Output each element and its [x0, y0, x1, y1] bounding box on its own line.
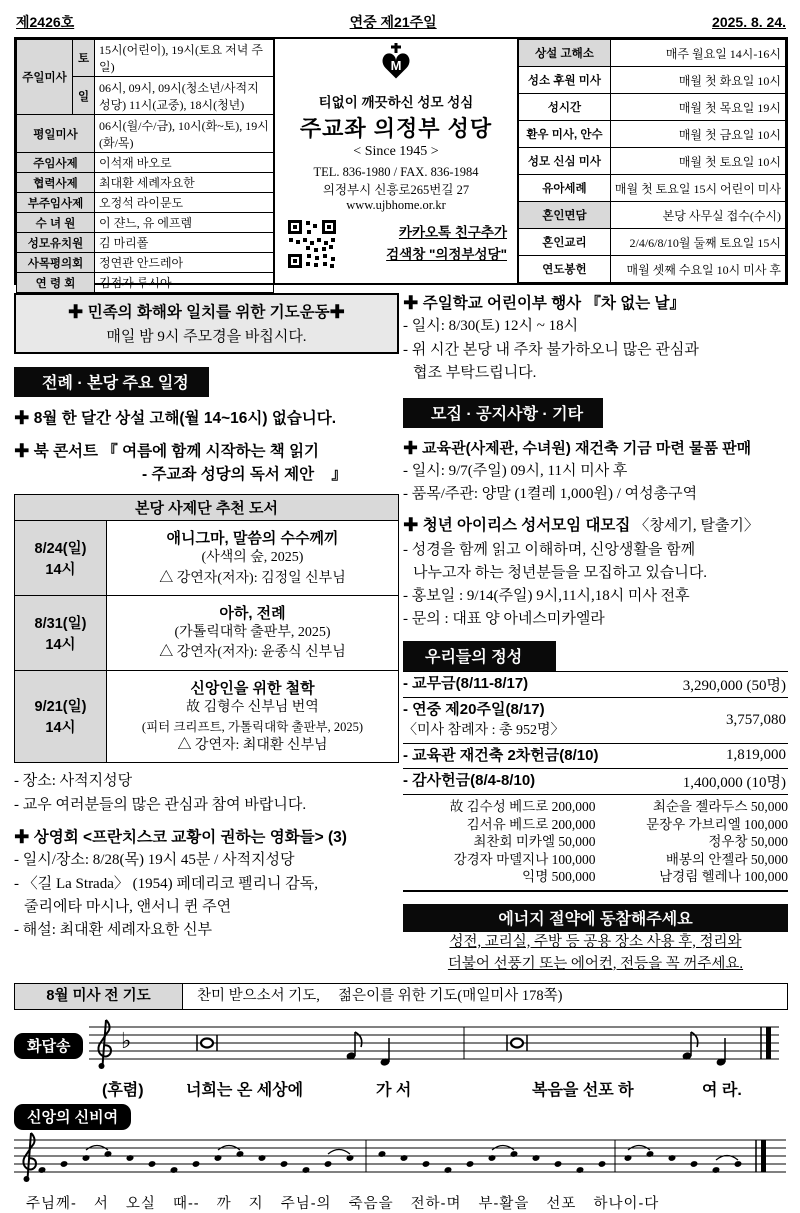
mass-row-label: 연 령 회 — [17, 273, 95, 293]
mass-row-label: 사목평의회 — [17, 253, 95, 273]
premass-prayer-strip — [14, 983, 788, 1010]
sched-label: 환우 미사, 안수 — [519, 121, 611, 148]
national-prayer-box — [14, 293, 399, 354]
mass-row-value: 김 마리폴 — [95, 233, 274, 253]
kids-event-note1: - 위 시간 본당 내 주차 불가하오니 많은 관심과 — [403, 341, 699, 358]
book-speaker: △ 강연자(저자): 윤종식 신부님 — [159, 645, 346, 661]
offering-label: - 교무금(8/11-8/17) — [403, 675, 529, 693]
top-info-box — [14, 37, 788, 290]
donor-line: 최순을 젤라두스 50,000 — [652, 799, 788, 815]
offering-amount: 3,290,000 (50명) — [682, 677, 786, 694]
sched-label: 성시간 — [519, 94, 611, 121]
prayer-box-title: ✚ 민족의 화해와 일치를 위한 기도운동✚ — [67, 304, 346, 321]
mass-day-sat: 토 — [73, 40, 95, 77]
weekly-schedule-table — [518, 39, 786, 283]
book-title: 신앙인을 위한 철학 — [190, 679, 315, 697]
church-tel: TEL. 836-1980 / FAX. 836-1984 — [313, 165, 479, 179]
sacred-heart-icon — [370, 43, 422, 89]
offering-label: - 감사헌금(8/4-8/10) — [403, 772, 536, 790]
church-identity — [274, 39, 518, 283]
mystery-staff-notation — [14, 1130, 786, 1186]
donor-list — [403, 795, 788, 892]
donor-line: 故 김수성 베드로 200,000 — [449, 799, 596, 815]
offerings-list — [403, 671, 788, 892]
book-title: 애니그마, 말씀의 수수께끼 — [166, 530, 339, 548]
sched-label: 성모 신심 미사 — [519, 148, 611, 175]
mass-row-value: 정연관 안드레아 — [95, 253, 274, 273]
mass-row-value: 06시(월/수/금), 10시(화~토), 19시(화/목) — [95, 115, 274, 153]
svg-text:♭: ♭ — [121, 1029, 132, 1055]
sched-label: 유아세례 — [519, 175, 611, 202]
section-offerings-title: 우리들의 정성 — [403, 641, 556, 671]
screening-commentary: - 해설: 최대환 세례자요한 신부 — [14, 922, 213, 939]
iris-title-sub: 〈창세기, 탈출기〉 — [634, 518, 759, 535]
mass-row-label: 성모유치원 — [17, 233, 95, 253]
screening-cast: 줄리에타 마시나, 앤서니 퀸 주연 — [24, 898, 232, 915]
mass-row-label: 협력사제 — [17, 173, 95, 193]
book-publisher: (사색의 숲, 2025) — [201, 550, 304, 566]
donor-line: 정우창 50,000 — [708, 834, 788, 850]
mass-day-sun: 일 — [73, 77, 95, 115]
sched-label: 상설 고해소 — [519, 40, 611, 67]
lyric-segment: (후렴) — [102, 1082, 144, 1100]
offering-row — [403, 769, 788, 795]
church-since: < Since 1945 > — [353, 144, 439, 159]
offering-amount: 3,757,080 — [726, 711, 786, 728]
responsorial-label: 화답송 — [14, 1033, 83, 1059]
book-publisher: (피터 크리프트, 가톨릭대학 출판부, 2025) — [141, 719, 364, 734]
sched-value: 매월 셋째 수요일 10시 미사 후 — [610, 256, 785, 283]
book-concert-title-line1: ✚ 북 콘서트 『 여름에 함께 시작하는 책 읽기 — [14, 443, 320, 461]
offering-row — [403, 698, 788, 744]
sched-value: 본당 사무실 접수(수시) — [610, 202, 785, 229]
mystery-of-faith — [14, 1104, 788, 1213]
offering-row — [403, 744, 788, 769]
offering-sub: 〈미사 참례자 : 총 952명〉 — [403, 722, 565, 738]
donor-line: 배봉의 안젤라 50,000 — [665, 851, 788, 867]
page-title: 연중 제21주일 — [349, 14, 437, 30]
book-date: 8/24(일) 14시 — [15, 521, 107, 596]
sched-label: 연도봉헌 — [519, 256, 611, 283]
mass-row-value: 최대환 세례자요한 — [95, 173, 274, 193]
right-column — [403, 293, 788, 975]
book-note-place: - 장소: 사적지성당 — [14, 773, 133, 790]
no-confession-notice: ✚ 8월 한 달간 상설 고해(월 14~16시) 없습니다. — [14, 410, 337, 427]
kids-event-when: - 일시: 8/30(토) 12시 ~ 18시 — [403, 318, 579, 335]
sched-value: 매월 첫 금요일 10시 — [610, 121, 785, 148]
mystery-lyrics: 주님께- 서 오실 때-- 까 지 주님-의 죽음을 전하-며 부-활을 선포 하나이-다 — [26, 1196, 660, 1213]
qr-code — [287, 219, 337, 269]
book-date: 9/21(일) 14시 — [15, 670, 107, 763]
sched-value: 매월 첫 목요일 19시 — [610, 94, 785, 121]
recommended-books-table — [14, 494, 399, 763]
mass-row-label: 주임사제 — [17, 153, 95, 173]
mass-row-value: 이 쟌느, 유 에프렘 — [95, 213, 274, 233]
offering-label: - 연중 제20주일(8/17) — [403, 700, 545, 718]
iris-line1: - 성경을 함께 읽고 이해하며, 신앙생활을 함께 — [403, 541, 696, 558]
book-row — [15, 596, 399, 671]
sched-label: 성소 후원 미사 — [519, 67, 611, 94]
offering-label: - 교육관 재건축 2차헌금(8/10) — [403, 746, 599, 764]
iris-title: ✚ 청년 아이리스 성서모임 대모집 — [403, 517, 631, 535]
offering-amount: 1,400,000 (10명) — [682, 775, 786, 792]
donor-column-left — [403, 798, 596, 886]
donor-line: 남경림 헬레나 100,000 — [659, 869, 788, 885]
book-translator: 故 김형수 신부님 번역 — [186, 699, 319, 715]
church-website: www.ujbhome.or.kr — [346, 198, 446, 212]
fund-sale-title: ✚ 교육관(사제관, 수녀원) 재건축 기금 마련 물품 판매 — [403, 440, 752, 458]
fund-sale-items: - 품목/주관: 양말 (1켤레 1,000원) / 여성총구역 — [403, 486, 698, 503]
donor-line: 익명 500,000 — [522, 869, 596, 885]
section-liturgy-title: 전례 · 본당 주요 일정 — [14, 367, 209, 397]
svg-text:M: M — [390, 58, 402, 73]
premass-label: 8월 미사 전 기도 — [15, 984, 183, 1009]
book-row — [15, 521, 399, 596]
mystery-label: 신앙의 신비여 — [14, 1104, 131, 1130]
lyric-segment: 가 서 — [376, 1082, 412, 1100]
kids-event-title: ✚ 주일학교 어린이부 행사 『차 없는 날』 — [403, 295, 685, 312]
lyric-segment: 너희는 온 세상에 — [186, 1082, 304, 1100]
mass-row-value: 오정석 라이문도 — [95, 193, 274, 213]
screening-film: - 〈길 La Strada〉 (1954) 페데리코 펠리니 감독, — [14, 875, 319, 892]
book-publisher: (가톨릭대학 출판부, 2025) — [174, 625, 331, 640]
premass-text: 찬미 받으소서 기도, 젊은이를 위한 기도(매일미사 178쪽) — [197, 988, 563, 1005]
donor-line: 문장우 가브리엘 100,000 — [646, 816, 788, 832]
screening-title: ✚ 상영회 <프란치스코 교황이 권하는 영화들> (3) — [14, 828, 347, 846]
donor-line: 김서유 베드로 200,000 — [466, 816, 596, 832]
donor-line: 강경자 마델지나 100,000 — [453, 851, 596, 867]
sched-value: 매월 첫 토요일 15시 어린이 미사 — [610, 175, 785, 202]
book-row — [15, 670, 399, 763]
sched-label: 혼인교리 — [519, 229, 611, 256]
book-title: 아하, 전례 — [219, 605, 286, 622]
book-speaker: △ 강연자(저자): 김정일 신부님 — [159, 570, 346, 586]
iris-title-row — [403, 515, 788, 538]
mass-row-value: 김점자 루시아 — [95, 273, 274, 293]
kids-event-note2: 협조 부탁드립니다. — [413, 364, 537, 381]
mass-time-sun: 06시, 09시, 09시(청소년/사적지성당) 11시(교중), 18시(청년) — [95, 77, 274, 115]
sched-value: 매주 월요일 14시-16시 — [610, 40, 785, 67]
donor-line: 최찬회 미카엘 50,000 — [473, 834, 596, 850]
lyric-segment: 복음을 선포 하 — [532, 1082, 634, 1100]
church-address: 의정부시 신흥로265번길 27 — [322, 183, 470, 197]
lyric-segment: 여 라. — [702, 1082, 742, 1100]
sacred-heart-logo — [275, 43, 517, 89]
prayer-box-body: 매일 밤 9시 주모경을 바칩시다. — [106, 329, 307, 345]
mass-schedule-table — [16, 39, 274, 290]
mass-row-label: 평일미사 — [17, 115, 95, 153]
book-note-invite: - 교우 여러분들의 많은 관심과 참여 바랍니다. — [14, 796, 307, 813]
mass-row-label: 수 녀 원 — [17, 213, 95, 233]
iris-line3: - 홍보일 : 9/14(주일) 9시,11시,18시 미사 전후 — [403, 588, 690, 605]
offering-amount: 1,819,000 — [726, 747, 786, 764]
mass-row-label: 부주임사제 — [17, 193, 95, 213]
left-column — [14, 293, 399, 975]
kakao-line1: 카카오톡 친구추가 — [398, 225, 507, 241]
energy-line1: 성전, 교리실, 주방 등 공용 장소 사용 후, 정리와 — [449, 933, 742, 950]
issue-date: 2025. 8. 24. — [712, 14, 786, 30]
book-speaker: △ 강연자: 최대환 신부님 — [177, 738, 328, 754]
book-date: 8/31(일) 14시 — [15, 596, 107, 671]
sched-value: 매월 첫 토요일 10시 — [610, 148, 785, 175]
responsorial-staff-notation — [89, 1017, 779, 1075]
offering-row — [403, 672, 788, 698]
iris-line4: - 문의 : 대표 양 아네스미카엘라 — [403, 611, 605, 628]
books-table-title: 본당 사제단 추천 도서 — [15, 495, 399, 521]
sched-label: 혼인면담 — [519, 202, 611, 229]
kakao-info — [386, 222, 507, 265]
issue-number: 제2426호 — [16, 14, 75, 30]
mass-cat-sunday: 주일미사 — [17, 40, 73, 115]
energy-line2: 더불어 선풍기 또는 에어컨, 전등을 꼭 꺼주세요. — [447, 955, 744, 972]
iris-line2: 나누고자 하는 청년분들을 모집하고 있습니다. — [413, 564, 708, 581]
screening-when: - 일시/장소: 8/28(목) 19시 45분 / 사적지성당 — [14, 852, 295, 869]
mass-row-value: 이석재 바오로 — [95, 153, 274, 173]
church-subtitle: 티없이 깨끗하신 성모 성심 — [318, 95, 474, 110]
book-concert-title-line2: - 주교좌 성당의 독서 제안 』 — [142, 465, 347, 483]
responsorial-psalm — [14, 1017, 788, 1075]
sched-value: 매월 첫 화요일 10시 — [610, 67, 785, 94]
donor-column-right — [596, 798, 789, 886]
church-name: 주교좌 의정부 성당 — [299, 116, 493, 141]
mass-time-sat: 15시(어린이), 19시(토요 저녁 주일) — [95, 40, 274, 77]
sched-value: 2/4/6/8/10월 둘째 토요일 15시 — [610, 229, 785, 256]
fund-sale-when: - 일시: 9/7(주일) 09시, 11시 미사 후 — [403, 462, 628, 479]
responsorial-lyrics — [14, 1077, 788, 1101]
energy-banner-title: 에너지 절약에 동참해주세요 — [403, 904, 788, 932]
kakao-line2: 검색창 "의정부성당" — [386, 247, 507, 262]
section-notices-title: 모집 · 공지사항 · 기타 — [403, 398, 603, 428]
masthead — [14, 12, 788, 32]
